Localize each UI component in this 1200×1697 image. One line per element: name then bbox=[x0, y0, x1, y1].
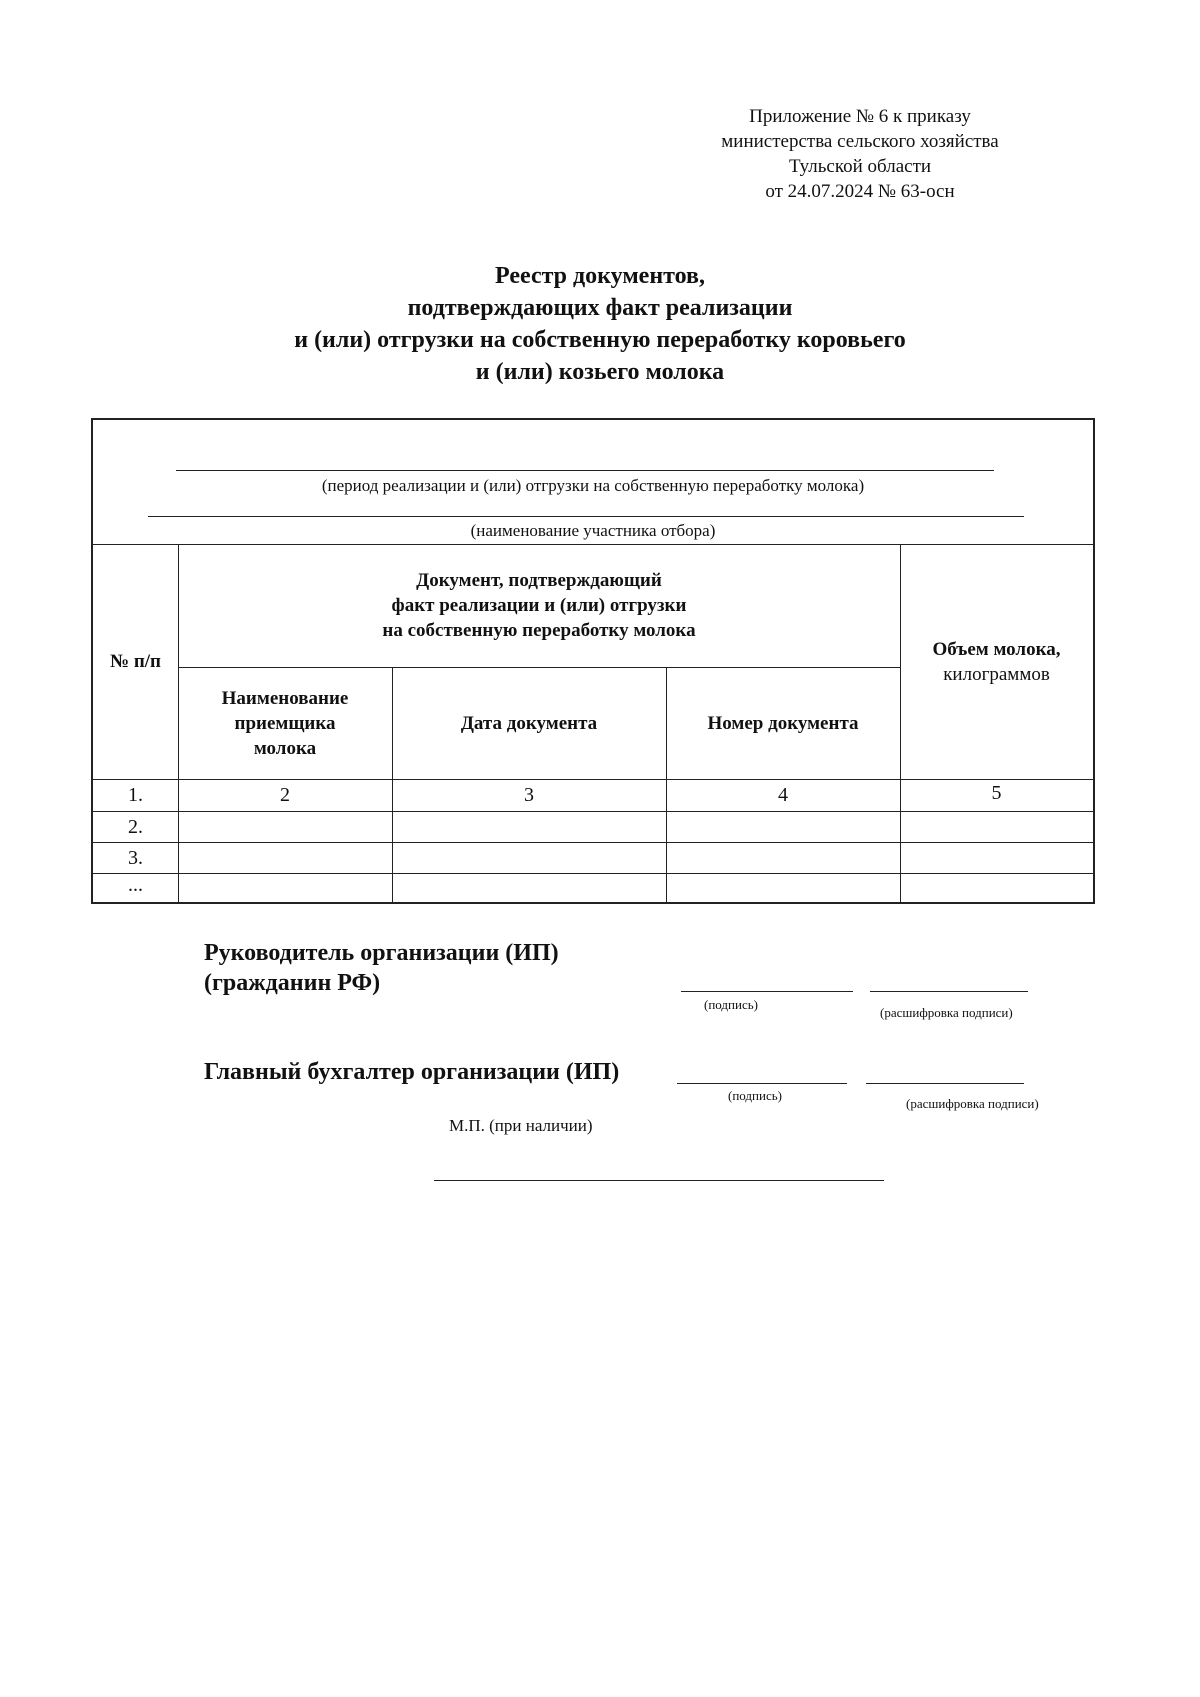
appendix-line: министерства сельского хозяйства bbox=[721, 131, 999, 152]
accountant-decoding-caption: (расшифровка подписи) bbox=[906, 1096, 1039, 1111]
signature-title-line: (гражданин РФ) bbox=[204, 970, 381, 996]
appendix-line: от 24.07.2024 № 63-осн bbox=[765, 181, 955, 202]
header-text: Объем молока, bbox=[932, 638, 1061, 660]
header-row-number: № п/п bbox=[109, 651, 162, 672]
row-divider bbox=[93, 811, 1093, 812]
period-fill-line[interactable] bbox=[176, 470, 994, 471]
document-title bbox=[180, 260, 1020, 388]
head-decoding-caption: (расшифровка подписи) bbox=[880, 1005, 1013, 1020]
header-document-date: Дата документа bbox=[460, 712, 598, 734]
header-document-number: Номер документа bbox=[707, 712, 859, 734]
table-row-number: 3. bbox=[128, 847, 143, 869]
head-decoding-line[interactable] bbox=[870, 991, 1028, 992]
index-cell: 3 bbox=[524, 784, 534, 806]
header-milk-volume bbox=[900, 544, 1093, 779]
header-text: Документ, подтверждающий bbox=[416, 570, 662, 591]
participant-caption: (наименование участника отбора) bbox=[470, 521, 716, 540]
header-text: приемщика bbox=[234, 712, 336, 734]
appendix-line: Тульской области bbox=[788, 156, 932, 177]
index-cell: 4 bbox=[778, 784, 788, 806]
header-text: факт реализации и (или) отгрузки bbox=[391, 595, 687, 616]
stamp-label: М.П. (при наличии) bbox=[449, 1116, 593, 1135]
row-divider bbox=[93, 842, 1093, 843]
participant-fill-line[interactable] bbox=[148, 516, 1024, 517]
title-line: и (или) козьего молока bbox=[475, 359, 725, 385]
bottom-rule bbox=[434, 1180, 884, 1181]
signature-title-line: Руководитель организации (ИП) bbox=[204, 940, 559, 966]
head-signature-title bbox=[204, 938, 559, 998]
header-receiver-name bbox=[178, 667, 392, 779]
index-cell: 1. bbox=[128, 784, 143, 806]
appendix-reference bbox=[660, 104, 1060, 204]
header-text: молока bbox=[253, 737, 317, 759]
period-caption: (период реализации и (или) отгрузки на собственную переработку молока) bbox=[321, 476, 865, 495]
head-signature-caption: (подпись) bbox=[704, 997, 758, 1012]
title-line: подтверждающих факт реализации bbox=[407, 295, 793, 321]
appendix-line: Приложение № 6 к приказу bbox=[749, 106, 971, 127]
row-divider bbox=[93, 873, 1093, 874]
index-cell: 2 bbox=[280, 784, 290, 806]
title-line: Реестр документов, bbox=[495, 263, 705, 289]
accountant-signature-line[interactable] bbox=[677, 1083, 847, 1084]
index-cell: 5 bbox=[991, 782, 1002, 804]
header-text: на собственную переработку молока bbox=[382, 620, 696, 641]
register-table bbox=[91, 418, 1095, 904]
accountant-signature-caption: (подпись) bbox=[728, 1088, 782, 1103]
accountant-decoding-line[interactable] bbox=[866, 1083, 1024, 1084]
table-row-number: ... bbox=[128, 874, 143, 896]
header-text: Наименование bbox=[221, 687, 349, 709]
accountant-signature-title: Главный бухгалтер организации (ИП) bbox=[204, 1059, 620, 1085]
head-signature-line[interactable] bbox=[681, 991, 853, 992]
header-text: килограммов bbox=[943, 663, 1050, 685]
header-document-group bbox=[178, 544, 900, 667]
table-row-number: 2. bbox=[128, 816, 143, 838]
title-line: и (или) отгрузки на собственную переработку коровьего bbox=[294, 327, 906, 353]
